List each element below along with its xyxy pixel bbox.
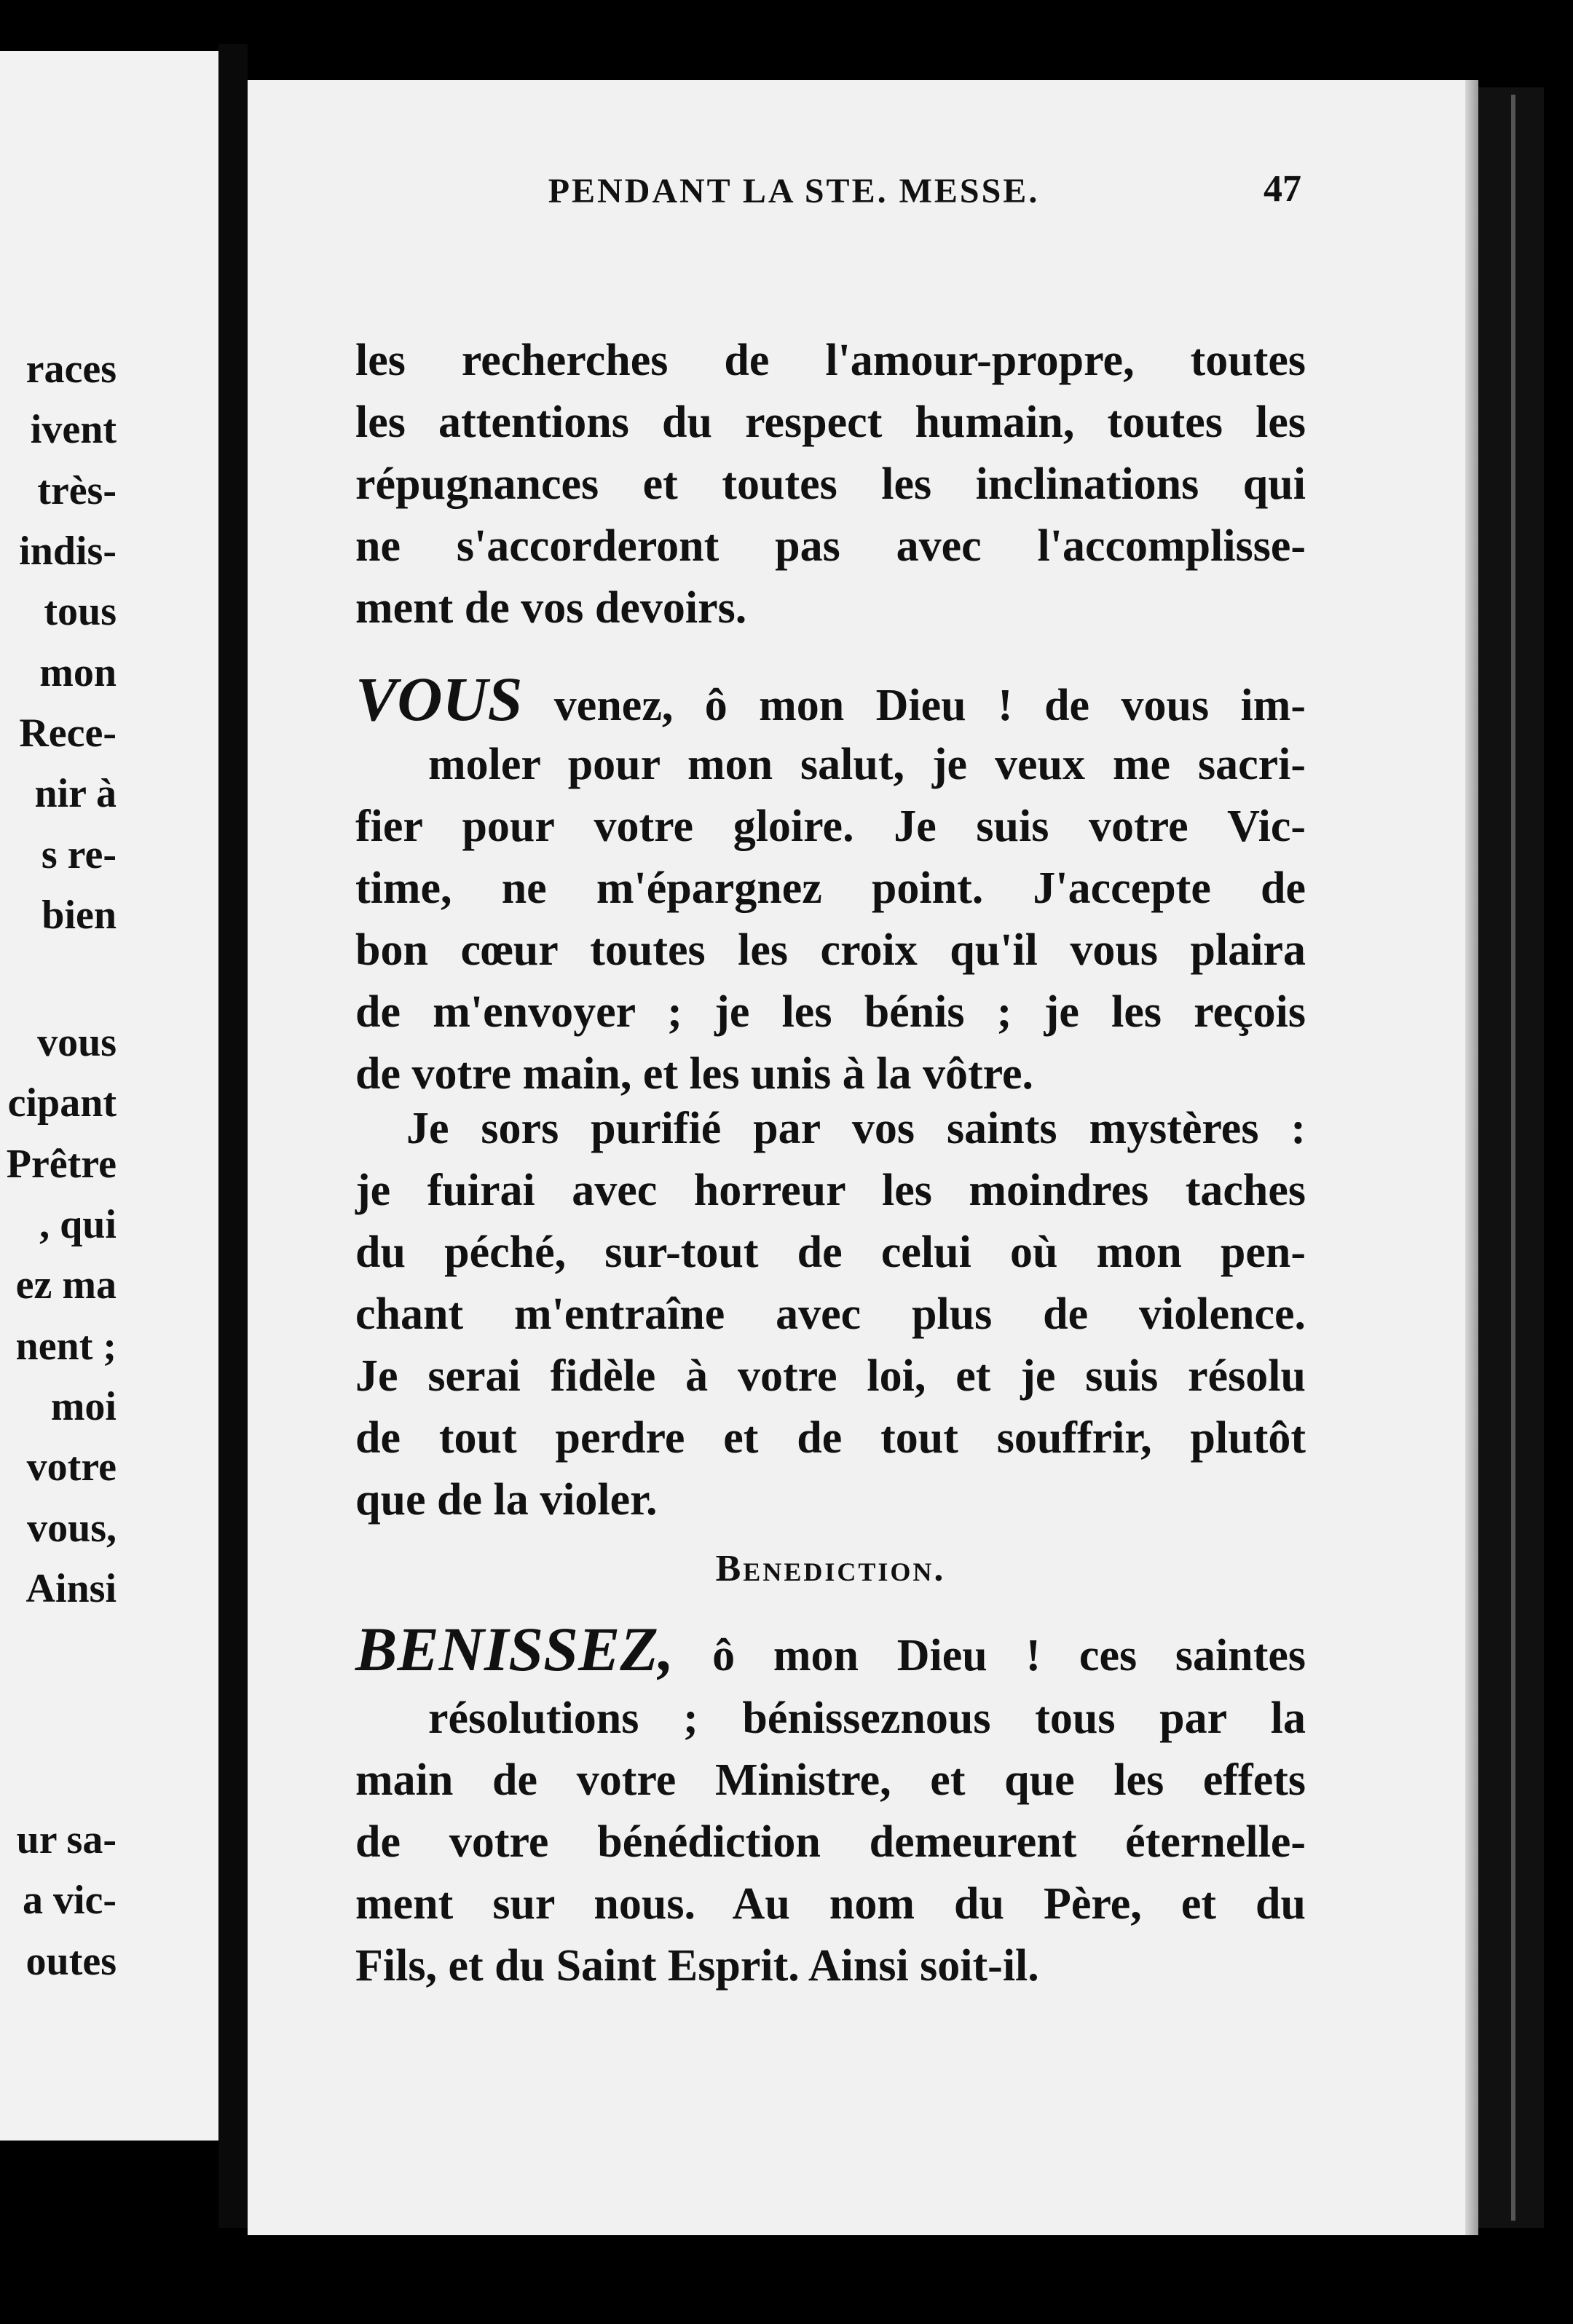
text-line: ment sur nous. Au nom du Père, et du [355,1879,1306,1929]
page-edge-line [1511,95,1515,2221]
text-line: chant m'entraîne avec plus de violence. [355,1289,1306,1339]
text-line: de votre bénédiction demeurent éternelle- [355,1817,1306,1867]
left-fragment: nent ; [15,1324,117,1369]
left-fragment: cipant [7,1080,117,1126]
left-fragment: ur sa- [16,1817,117,1862]
text-line: résolutions ; bénisseznous tous par la [428,1693,1306,1743]
text-line: bon cœur toutes les croix qu'il vous plaira [355,925,1306,975]
left-fragment: outes [25,1939,117,1984]
text-line: time, ne m'épargnez point. J'accepte de [355,863,1306,913]
left-fragment: votre [26,1444,117,1490]
left-fragment: très- [37,468,117,513]
left-fragment: ivent [30,407,117,452]
left-fragment: bien [42,893,117,938]
section-heading: Benediction. [715,1548,946,1589]
text-line-rest: venez, ô mon Dieu ! de vous im- [522,681,1306,730]
text-line: Je sors purifié par vos saints mystères : [406,1104,1306,1153]
left-fragment: a vic- [22,1878,117,1923]
text-line: Fils, et du Saint Esprit. Ainsi soit-il. [355,1941,1039,1991]
left-fragment: ez ma [15,1262,117,1308]
left-fragment: Prêtre [6,1142,117,1187]
left-fragment: vous, [27,1506,117,1551]
text-line: les recherches de l'amour-propre, toutes [355,336,1306,385]
left-fragment: indis- [19,529,117,574]
text-line: de m'envoyer ; je les bénis ; je les reçois [355,987,1306,1037]
text-line: répugnances et toutes les inclinations qui [355,459,1306,509]
left-fragment: vous [37,1020,117,1065]
text-line: fier pour votre gloire. Je suis votre Vic- [355,802,1306,851]
text-line: moler pour mon salut, je veux me sacri- [428,740,1306,789]
text-line: je fuirai avec horreur les moindres taches [355,1166,1306,1215]
book-gutter [218,44,248,2228]
left-fragment: s re- [41,832,117,877]
running-head: PENDANT LA STE. MESSE. [548,172,1040,210]
page-number: 47 [1263,168,1301,210]
left-fragment: Rece- [19,711,117,756]
left-fragment: Ainsi [25,1566,117,1611]
text-line: main de votre Ministre, et que les effets [355,1755,1306,1805]
text-line [355,1614,1306,1685]
left-fragment: nir à [34,771,117,816]
text-line: de votre main, et les unis à la vôtre. [355,1049,1034,1099]
text-line: de tout perdre et de tout souffrir, plutôt [355,1413,1306,1463]
drop-word: VOUS [355,664,523,734]
left-facing-page [0,51,218,2141]
left-fragment: moi [50,1384,117,1429]
text-line: Je serai fidèle à votre loi, et je suis résolu [355,1351,1306,1401]
left-fragment: races [25,347,117,392]
left-fragment: , qui [39,1202,117,1247]
text-line: les attentions du respect humain, toutes les [355,398,1306,447]
text-line-rest: ô mon Dieu ! ces saintes [674,1631,1306,1680]
text-line: du péché, sur-tout de celui où mon pen- [355,1228,1306,1277]
text-line [355,664,1306,735]
left-fragment: mon [39,650,117,695]
text-line: que de la violer. [355,1475,658,1525]
text-line: ment de vos devoirs. [355,583,747,633]
text-line: ne s'accorderont pas avec l'accomplisse- [355,521,1306,571]
left-fragment: tous [44,589,117,634]
drop-word: BENISSEZ, [355,1614,674,1684]
